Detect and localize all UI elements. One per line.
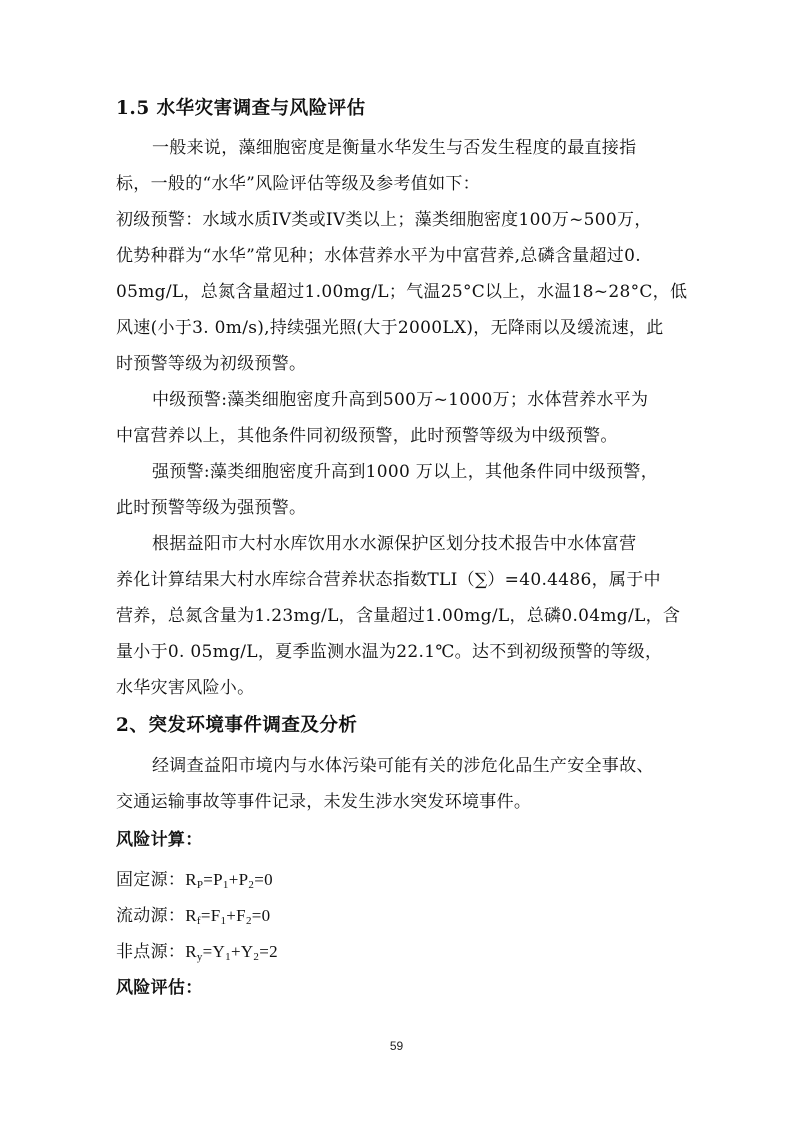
formula-term: =2	[259, 942, 278, 961]
paragraph-line: 量小于0. 05mg/L，夏季监测水温为22.1℃。达不到初级预警的等级，	[116, 642, 663, 662]
paragraph-line: 优势种群为“水华”常见种；水体营养水平为中富营养,总磷含量超过0.	[116, 246, 641, 266]
formula-subscript: 1	[225, 951, 231, 963]
formula-term: +F	[226, 906, 246, 925]
formula-subscript: 2	[253, 951, 260, 963]
section-heading-emergency-events: 2、突发环境事件调查及分析	[116, 715, 358, 736]
paragraph-line: 营养，总氮含量为1.23mg/L，含量超过1.00mg/L，总磷0.04mg/L，含	[116, 606, 681, 626]
risk-calc-title: 风险计算：	[116, 830, 203, 850]
risk-eval-title: 风险评估：	[116, 978, 203, 998]
paragraph-line: 水华灾害风险小。	[116, 678, 255, 698]
formula-term: R	[185, 942, 197, 961]
formula-term: =0	[251, 906, 271, 925]
formula-subscript: 1	[222, 879, 229, 891]
formula-label: 固定源：	[116, 870, 186, 889]
formula-label: 非点源：	[116, 942, 186, 961]
formula-term: +Y	[230, 942, 254, 961]
formula-term: =F	[200, 906, 221, 925]
paragraph-line: 一般来说，藻细胞密度是衡量水华发生与否发生程度的最直接指	[152, 138, 637, 158]
paragraph-line: 初级预警：水域水质IV类或IV类以上；藻类细胞密度100万~500万，	[116, 210, 652, 230]
paragraph-line: 05mg/L，总氮含量超过1.00mg/L；气温25°C以上，水温18~28°C，低	[116, 282, 688, 302]
paragraph-line: 时预警等级为初级预警。	[116, 354, 307, 374]
formula-label: 流动源：	[116, 906, 186, 925]
paragraph-line: 经调查益阳市境内与水体污染可能有关的涉危化品生产安全事故、	[152, 756, 654, 776]
formula-subscript: 2	[248, 879, 255, 891]
paragraph-line: 中级预警:藻类细胞密度升高到500万~1000万；水体营养水平为	[152, 390, 649, 410]
paragraph-line: 养化计算结果大村水库综合营养状态指数TLI（∑）=40.4486，属于中	[116, 570, 661, 590]
paragraph-line: 此时预警等级为强预警。	[116, 498, 307, 518]
formula-mobile-source	[116, 904, 686, 928]
formula-subscript: 1	[220, 915, 227, 927]
formula-term: R	[185, 906, 197, 925]
paragraph-line: 风速(小于3. 0m/s),持续强光照(大于2000LX)，无降雨以及缓流速，此	[116, 318, 664, 338]
formula-term: +P	[228, 870, 249, 889]
page-number: 59	[389, 1039, 404, 1053]
formula-subscript: y	[196, 951, 203, 963]
formula-nonpoint-source	[116, 940, 686, 964]
paragraph-line: 根据益阳市大村水库饮用水水源保护区划分技术报告中水体富营	[152, 534, 637, 554]
paragraph-line: 强预警:藻类细胞密度升高到1000 万以上，其他条件同中级预警，	[152, 462, 658, 482]
paragraph-line: 交通运输事故等事件记录，未发生涉水突发环境事件。	[116, 792, 532, 812]
formula-term: =Y	[202, 942, 226, 961]
paragraph-line: 中富营养以上，其他条件同初级预警，此时预警等级为中级预警。	[116, 426, 618, 446]
formula-fixed-source	[116, 868, 686, 892]
paragraph-line: 标，一般的“水华”风险评估等级及参考值如下：	[116, 174, 480, 194]
formula-term: R	[185, 870, 197, 889]
formula-subscript: P	[196, 879, 204, 891]
formula-subscript: f	[196, 915, 201, 927]
formula-subscript: 2	[245, 915, 252, 927]
formula-term: =P	[203, 870, 223, 889]
formula-term: =0	[254, 870, 273, 889]
section-heading-algal-bloom: 1.5 水华灾害调查与风险评估	[116, 98, 366, 119]
